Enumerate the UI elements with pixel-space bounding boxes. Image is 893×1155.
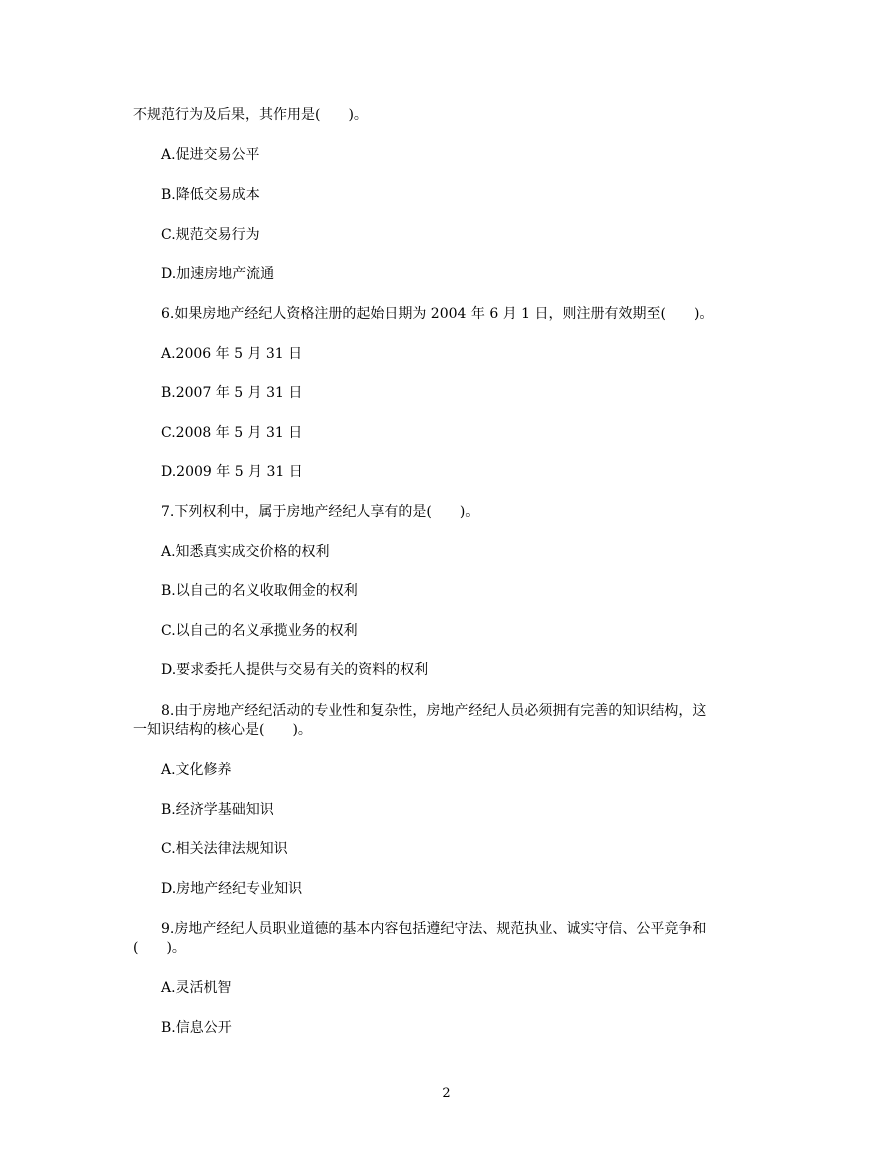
option-7b: B.以自己的名义收取佣金的权利 [161, 583, 358, 599]
option-6a: A.2006 年 5 月 31 日 [161, 346, 303, 362]
question-5-continuation: 不规范行为及后果，其作用是( )。 [133, 107, 368, 123]
option-8b: B.经济学基础知识 [161, 802, 274, 818]
option-5c: C.规范交易行为 [161, 227, 260, 243]
option-7c: C.以自己的名义承揽业务的权利 [161, 623, 358, 639]
question-6: 6.如果房地产经纪人资格注册的起始日期为 2004 年 6 月 1 日，则注册有效期至( )。 [161, 306, 714, 322]
question-9: 9.房地产经纪人员职业道德的基本内容包括遵纪守法、规范执业、诚实守信、公平竞争和 [161, 921, 707, 937]
option-6b: B.2007 年 5 月 31 日 [161, 385, 303, 401]
option-6c: C.2008 年 5 月 31 日 [161, 425, 303, 441]
question-7: 7.下列权利中，属于房地产经纪人享有的是( )。 [161, 504, 480, 520]
option-5d: D.加速房地产流通 [161, 266, 275, 282]
option-8d: D.房地产经纪专业知识 [161, 881, 303, 897]
option-7a: A.知悉真实成交价格的权利 [161, 544, 330, 560]
option-8c: C.相关法律法规知识 [161, 841, 288, 857]
question-8-wrap: 一知识结构的核心是( )。 [133, 722, 312, 738]
option-8a: A.文化修养 [161, 762, 232, 778]
option-9b: B.信息公开 [161, 1020, 232, 1036]
option-5b: B.降低交易成本 [161, 187, 260, 203]
option-6d: D.2009 年 5 月 31 日 [161, 464, 303, 480]
question-8: 8.由于房地产经纪活动的专业性和复杂性，房地产经纪人员必须拥有完善的知识结构，这 [161, 703, 707, 719]
page-number: 2 [442, 1086, 451, 1101]
question-9-wrap: ( )。 [133, 940, 186, 956]
option-5a: A.促进交易公平 [161, 147, 260, 163]
option-9a: A.灵活机智 [161, 980, 232, 996]
option-7d: D.要求委托人提供与交易有关的资料的权利 [161, 662, 429, 678]
